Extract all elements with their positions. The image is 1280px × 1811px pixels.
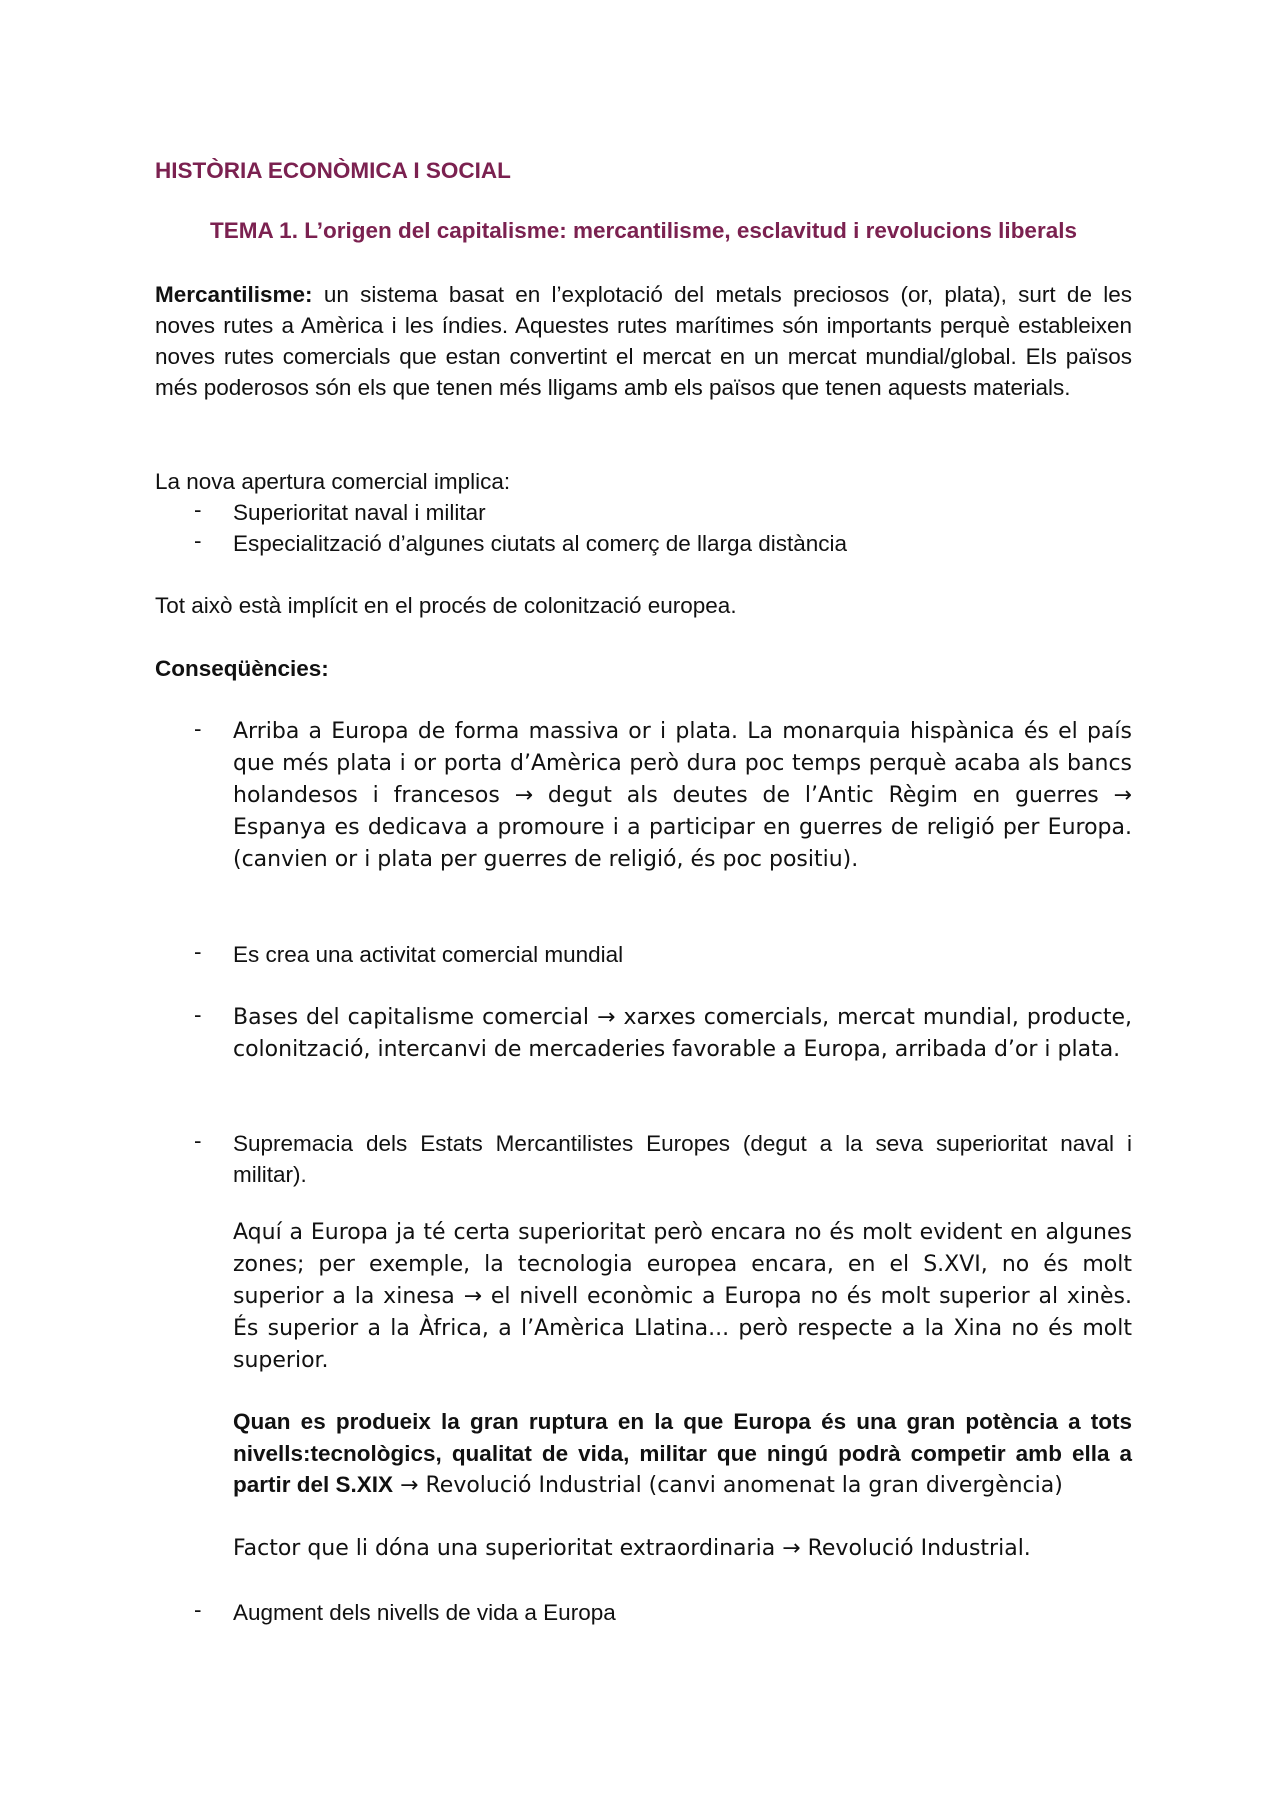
consequence-world-trade: Es crea una activitat comercial mundial (233, 942, 624, 967)
consequence-commercial-capitalism: Bases del capitalisme comercial → xarxes comercials, mercat mundial, producte, colonització, intercanvi de mercaderies favorable a Europa, arribada d’or i plata. (233, 1005, 1132, 1062)
list-dash: - (194, 1597, 202, 1622)
list-dash: - (194, 716, 202, 741)
consequence-living-standards: Augment dels nivells de vida a Europa (233, 1600, 616, 1625)
great-rupture-rest: → Revolució Industrial (canvi anomenat la gran divergència) (393, 1473, 1063, 1498)
mercantilism-paragraph (155, 279, 1132, 403)
mercantilism-definition: un sistema basat en l’explotació del metals preciosos (or, plata), surt de les noves rutes a Amèrica i les índies. Aquestes rutes marítimes són importants perquè estableixen noves rutes comercials que estan convertint el mercat en un mercat mundial/global. Els països més poderosos són els que tenen més lligams amb els països que tenen aquests materials. (155, 282, 1132, 400)
opening-lead: La nova apertura comercial implica: (155, 469, 511, 494)
opening-item-naval: Superioritat naval i militar (233, 500, 486, 525)
great-rupture-bold: Quan es produeix la gran ruptura en la que Europa és una gran potència a tots nivells:tecnològics, qualitat de vida, militar que ningú podrà competir amb ella a partir del S.XIX (233, 1409, 1132, 1497)
mercantilism-term: Mercantilisme: (155, 282, 313, 307)
supremacy-detail: Aquí a Europa ja té certa superioritat però encara no és molt evident en algunes zones; per exemple, la tecnologia europea encara, en el S.XVI, no és molt superior a la xinesa → el nivell econòmic a Europa no és molt superior al xinès. És superior a la Àfrica, a l’Amèrica Llatina... però respecte a la Xina no és molt superior. (233, 1220, 1132, 1373)
consequence-gold-silver: Arriba a Europa de forma massiva or i plata. La monarquia hispànica és el país que més plata i or porta d’Amèrica però dura poc temps perquè acaba als bancs holandesos i francesos → degut als deutes de l’Antic Règim en guerres → Espanya es dedicava a promoure i a participar en guerres de religió per Europa. (canvien or i plata per guerres de religió, és poc positiu). (233, 719, 1132, 872)
list-dash: - (194, 528, 202, 553)
list-dash: - (194, 1002, 202, 1027)
opening-item-specialization: Especialització d’algunes ciutats al comerç de llarga distància (233, 531, 848, 556)
great-rupture-paragraph (233, 1406, 1132, 1502)
consequence-supremacy: Supremacia dels Estats Mercantilistes Europes (degut a la seva superioritat naval i militar). (233, 1131, 1132, 1187)
list-dash: - (194, 497, 202, 522)
implicit-sentence: Tot això està implícit en el procés de colonització europea. (155, 593, 737, 618)
list-dash: - (194, 939, 202, 964)
topic-title: TEMA 1. L’origen del capitalisme: mercantilisme, esclavitud i revolucions liberals (210, 218, 1077, 243)
document-title: HISTÒRIA ECONÒMICA I SOCIAL (155, 158, 511, 183)
consequences-heading: Conseqüències: (155, 656, 329, 681)
industrial-revolution-factor: Factor que li dóna una superioritat extraordinaria → Revolució Industrial. (233, 1536, 1031, 1561)
list-dash: - (194, 1128, 202, 1153)
